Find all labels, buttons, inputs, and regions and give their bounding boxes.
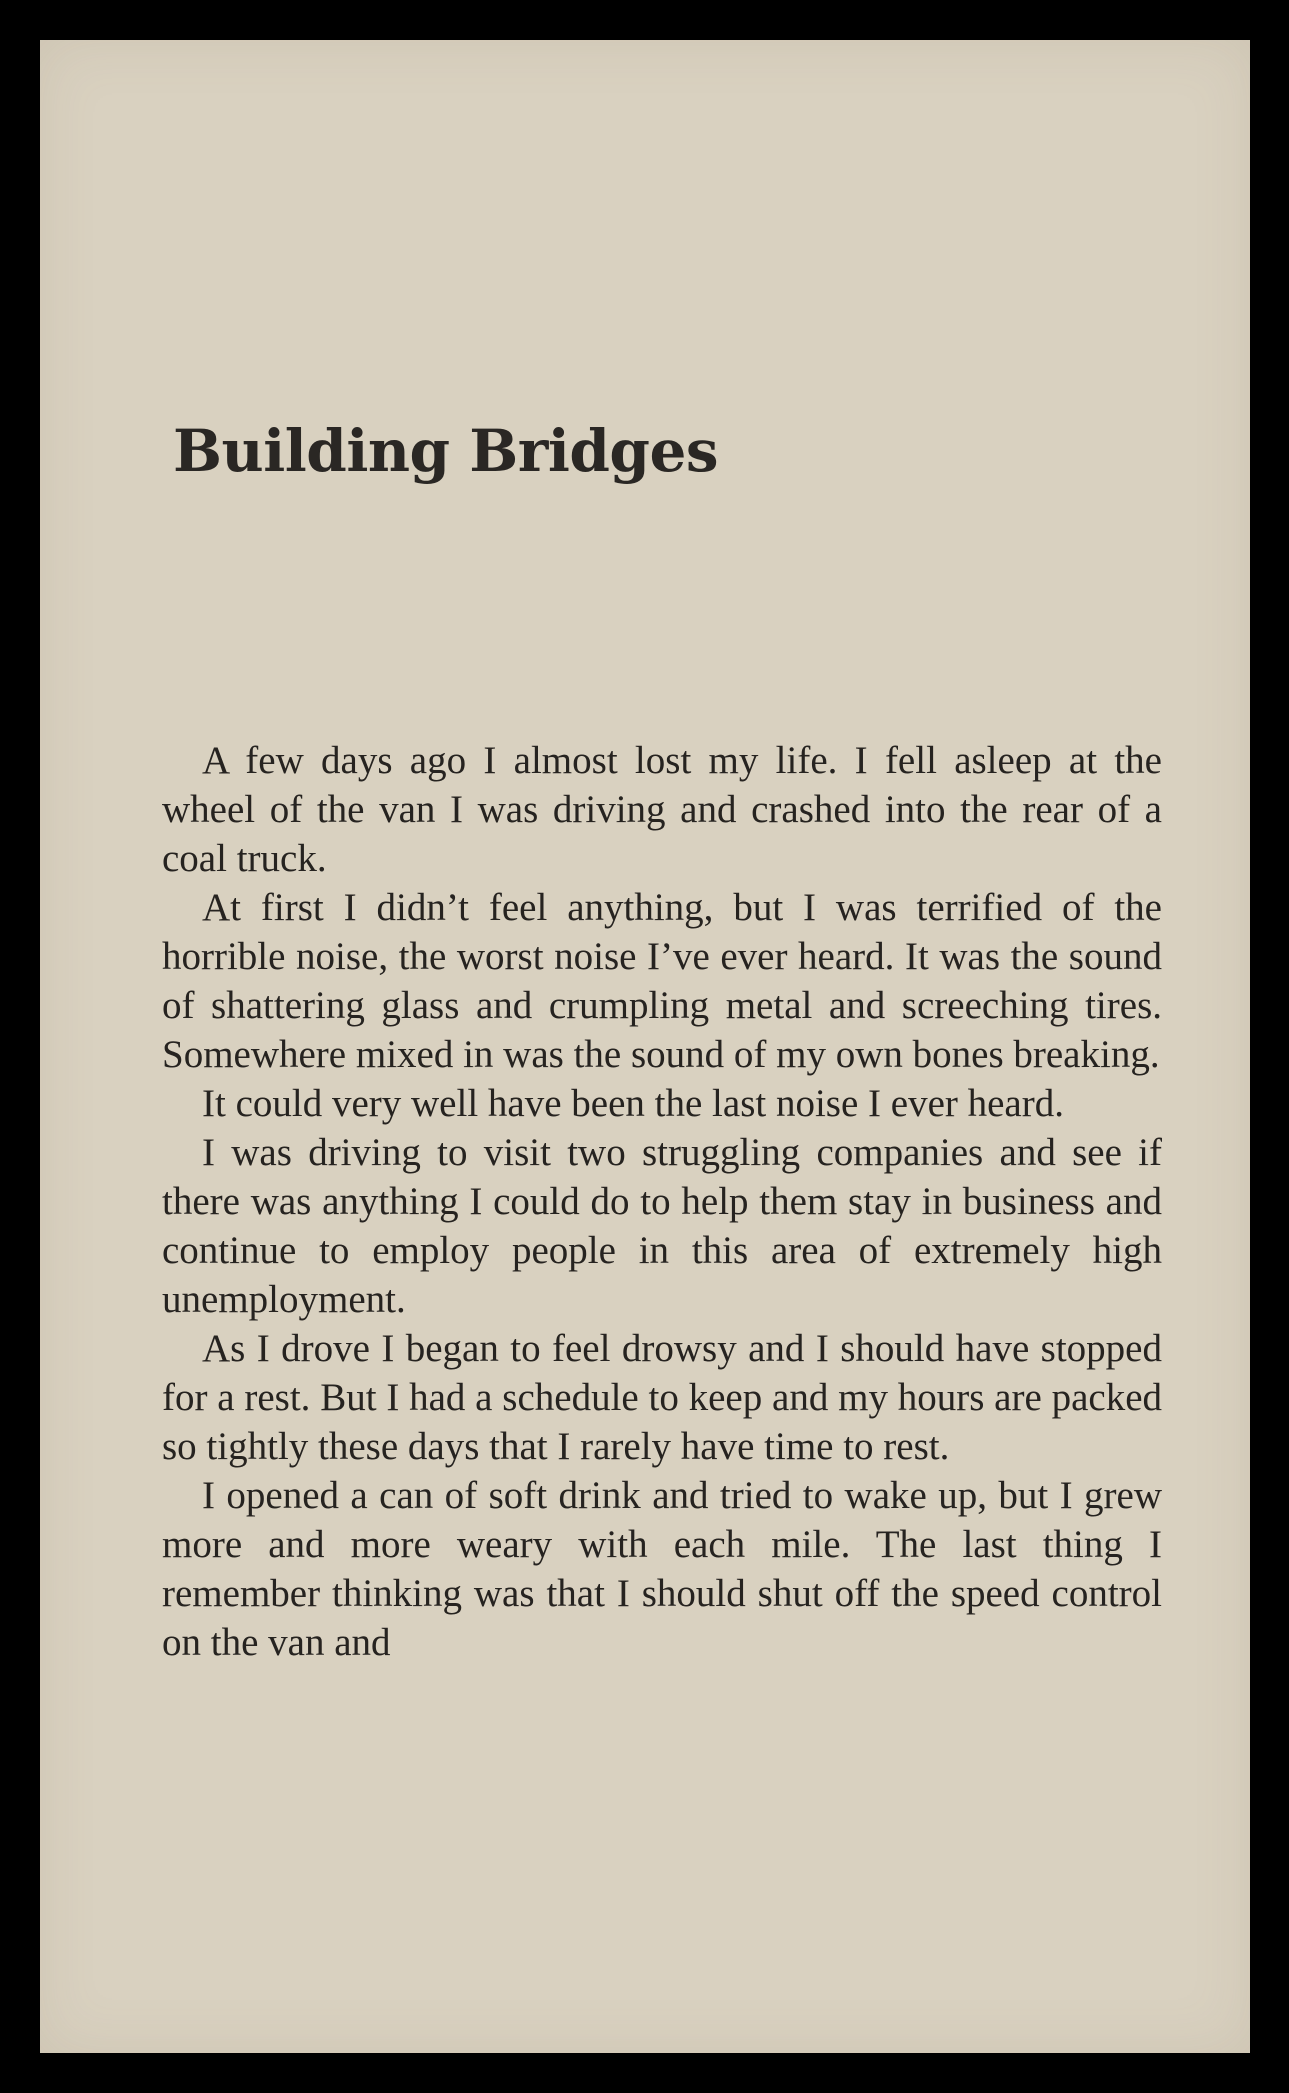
paragraph-1: A few days ago I almost lost my life. I fell asleep at the wheel of the van I was driving and crashed into the rear of a coal truck. — [162, 739, 1162, 880]
document-page — [40, 40, 1250, 2053]
body-text — [162, 736, 1162, 1667]
paragraph-4: I was driving to visit two struggling companies and see if there was anything I could do to help them stay in business and continue to employ people in this area of extremely high unemployment. — [162, 1131, 1162, 1321]
paragraph-6: I opened a can of soft drink and tried to wake up, but I grew more and more weary with each mile. The last thing I remember thinking was that I should shut off the speed control on the van and — [162, 1474, 1162, 1664]
page-title: Building Bridges — [173, 417, 719, 485]
paragraph-3: It could very well have been the last noise I ever heard. — [202, 1082, 1064, 1125]
paragraph-5: As I drove I began to feel drowsy and I should have stopped for a rest. But I had a schedule to keep and my hours are packed so tightly these days that I rarely have time to rest. — [162, 1327, 1162, 1468]
paragraph-2: At first I didn’t feel anything, but I was terrified of the horrible noise, the worst noise I’ve ever heard. It was the sound of shattering glass and crumpling metal and screeching tires. Somewhere mixed in was the sound of my own bones breaking. — [162, 886, 1162, 1076]
